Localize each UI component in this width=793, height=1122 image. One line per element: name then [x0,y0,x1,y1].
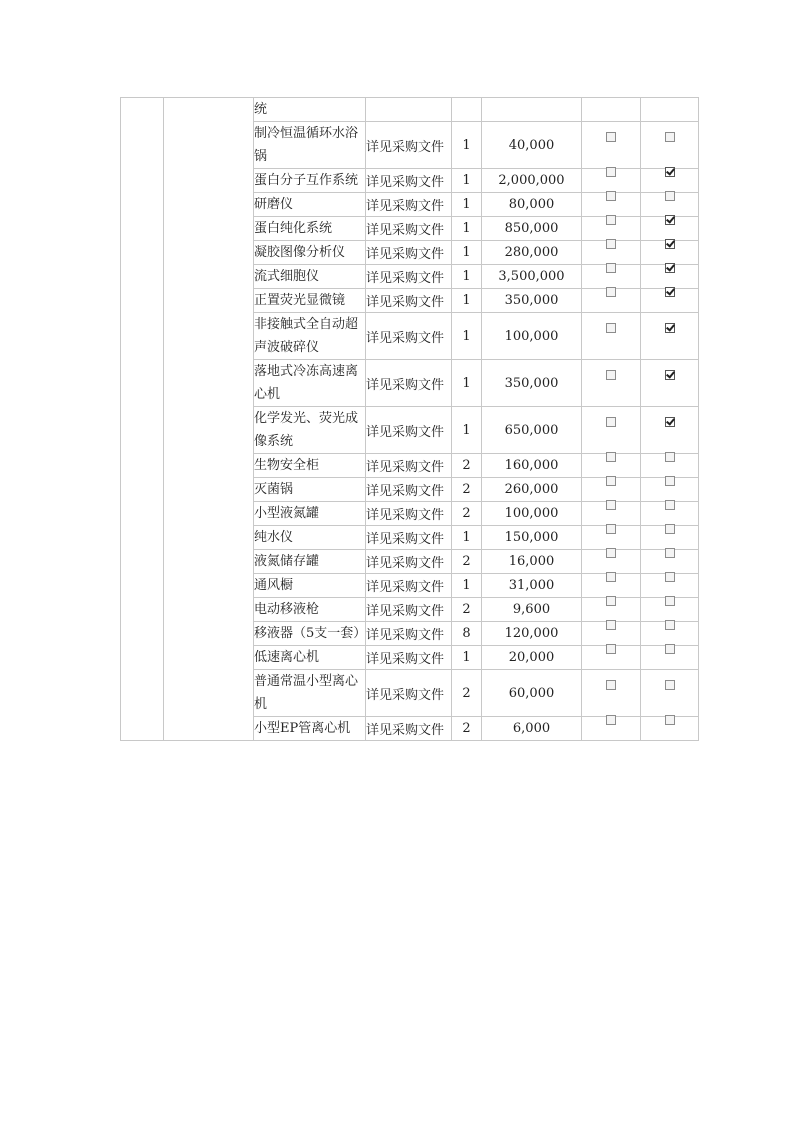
option-a-checkbox-icon[interactable] [606,524,616,534]
option-b-checkbox-icon[interactable] [665,452,675,462]
quantity-cell: 1 [452,193,482,217]
checkbox-cell [582,360,641,407]
option-a-checkbox-icon[interactable] [606,644,616,654]
item-name-cell: 蛋白纯化系统 [254,217,366,241]
checkbox-cell [582,646,641,670]
quantity-cell: 2 [452,550,482,574]
quantity-cell: 1 [452,407,482,454]
item-name-cell: 蛋白分子互作系统 [254,169,366,193]
checkbox-cell [641,598,699,622]
price-cell: 3,500,000 [482,265,582,289]
item-name-cell: 制冷恒温循环水浴锅 [254,122,366,169]
price-cell: 60,000 [482,670,582,717]
spec-cell: 详见采购文件 [366,193,452,217]
quantity-cell: 2 [452,454,482,478]
table-body [121,98,699,741]
option-b-checkbox-icon[interactable] [665,596,675,606]
option-b-checkbox-icon[interactable] [665,620,675,630]
item-name-cell: 正置荧光显微镜 [254,289,366,313]
option-a-checkbox-icon[interactable] [606,132,616,142]
option-a-checkbox-icon[interactable] [606,215,616,225]
quantity-cell: 2 [452,670,482,717]
checkbox-cell [582,670,641,717]
price-cell: 650,000 [482,407,582,454]
spec-cell: 详见采购文件 [366,622,452,646]
price-cell: 31,000 [482,574,582,598]
price-cell: 150,000 [482,526,582,550]
item-name-cell: 液氮储存罐 [254,550,366,574]
checkbox-cell [582,502,641,526]
item-name-cell: 统 [254,98,366,122]
table-row [121,98,699,122]
price-cell: 2,000,000 [482,169,582,193]
checkbox-cell [582,241,641,265]
price-cell: 120,000 [482,622,582,646]
option-b-checkbox-icon[interactable] [665,644,675,654]
checkbox-cell [582,622,641,646]
spec-cell: 详见采购文件 [366,169,452,193]
option-a-checkbox-icon[interactable] [606,476,616,486]
quantity-cell: 1 [452,574,482,598]
checkbox-cell [582,574,641,598]
quantity-cell: 2 [452,717,482,741]
quantity-cell: 1 [452,360,482,407]
option-a-checkbox-icon[interactable] [606,548,616,558]
quantity-cell: 1 [452,646,482,670]
spec-cell: 详见采购文件 [366,122,452,169]
quantity-cell: 2 [452,478,482,502]
price-cell: 40,000 [482,122,582,169]
spec-cell: 详见采购文件 [366,289,452,313]
checkbox-cell [641,265,699,289]
spec-cell: 详见采购文件 [366,502,452,526]
option-b-checkbox-icon[interactable] [665,500,675,510]
spec-cell: 详见采购文件 [366,670,452,717]
option-b-checkbox-icon[interactable] [665,370,675,380]
checkbox-cell [641,454,699,478]
quantity-cell: 8 [452,622,482,646]
quantity-cell: 1 [452,169,482,193]
merged-col-a [121,98,164,741]
checkbox-cell [582,122,641,169]
checkbox-cell [641,360,699,407]
price-cell: 100,000 [482,313,582,360]
option-b-checkbox-icon[interactable] [665,548,675,558]
option-b-checkbox-icon[interactable] [665,417,675,427]
checkbox-cell [641,193,699,217]
procurement-table [120,97,699,741]
option-a-checkbox-icon[interactable] [606,191,616,201]
option-a-checkbox-icon[interactable] [606,620,616,630]
quantity-cell: 2 [452,502,482,526]
checkbox-cell [582,550,641,574]
checkbox-cell [582,98,641,122]
spec-cell: 详见采购文件 [366,407,452,454]
checkbox-cell [582,169,641,193]
checkbox-cell [641,217,699,241]
checkbox-cell [641,313,699,360]
checkbox-cell [641,717,699,741]
quantity-cell: 1 [452,289,482,313]
checkbox-cell [641,241,699,265]
checkbox-cell [641,98,699,122]
quantity-cell: 1 [452,217,482,241]
checkbox-cell [641,478,699,502]
option-a-checkbox-icon[interactable] [606,715,616,725]
spec-cell: 详见采购文件 [366,598,452,622]
checkbox-cell [641,289,699,313]
quantity-cell: 1 [452,122,482,169]
price-cell: 6,000 [482,717,582,741]
option-a-checkbox-icon[interactable] [606,572,616,582]
option-a-checkbox-icon[interactable] [606,452,616,462]
spec-cell: 详见采购文件 [366,217,452,241]
item-name-cell: 化学发光、荧光成像系统 [254,407,366,454]
option-a-checkbox-icon[interactable] [606,500,616,510]
option-b-checkbox-icon[interactable] [665,167,675,177]
quantity-cell: 1 [452,526,482,550]
spec-cell: 详见采购文件 [366,265,452,289]
checkbox-cell [582,289,641,313]
quantity-cell: 1 [452,265,482,289]
spec-cell: 详见采购文件 [366,454,452,478]
checkbox-cell [582,217,641,241]
price-cell: 350,000 [482,289,582,313]
item-name-cell: 流式细胞仪 [254,265,366,289]
spec-cell: 详见采购文件 [366,360,452,407]
item-name-cell: 通风橱 [254,574,366,598]
checkbox-cell [641,574,699,598]
option-a-checkbox-icon[interactable] [606,239,616,249]
spec-cell: 详见采购文件 [366,646,452,670]
merged-col-b [164,98,254,741]
checkbox-cell [582,454,641,478]
spec-cell: 详见采购文件 [366,241,452,265]
option-b-checkbox-icon[interactable] [665,263,675,273]
price-cell: 850,000 [482,217,582,241]
option-a-checkbox-icon[interactable] [606,370,616,380]
checkbox-cell [641,646,699,670]
item-name-cell: 低速离心机 [254,646,366,670]
price-cell: 16,000 [482,550,582,574]
price-cell: 280,000 [482,241,582,265]
option-b-checkbox-icon[interactable] [665,524,675,534]
option-a-checkbox-icon[interactable] [606,596,616,606]
item-name-cell: 移液器（5支一套） [254,622,366,646]
item-name-cell: 纯水仪 [254,526,366,550]
price-cell: 20,000 [482,646,582,670]
option-b-checkbox-icon[interactable] [665,132,675,142]
item-name-cell: 研磨仪 [254,193,366,217]
spec-cell: 详见采购文件 [366,717,452,741]
checkbox-cell [641,622,699,646]
spec-cell: 详见采购文件 [366,313,452,360]
checkbox-cell [582,193,641,217]
checkbox-cell [582,313,641,360]
item-name-cell: 普通常温小型离心机 [254,670,366,717]
option-a-checkbox-icon[interactable] [606,417,616,427]
checkbox-cell [582,265,641,289]
checkbox-cell [582,598,641,622]
option-b-checkbox-icon[interactable] [665,323,675,333]
checkbox-cell [641,122,699,169]
option-a-checkbox-icon[interactable] [606,263,616,273]
option-b-checkbox-icon[interactable] [665,476,675,486]
spec-cell: 详见采购文件 [366,550,452,574]
price-cell: 9,600 [482,598,582,622]
item-name-cell: 小型液氮罐 [254,502,366,526]
option-a-checkbox-icon[interactable] [606,167,616,177]
checkbox-cell [641,670,699,717]
item-name-cell: 生物安全柜 [254,454,366,478]
quantity-cell: 1 [452,313,482,360]
checkbox-cell [582,526,641,550]
checkbox-cell [641,169,699,193]
quantity-cell: 1 [452,241,482,265]
option-b-checkbox-icon[interactable] [665,715,675,725]
option-b-checkbox-icon[interactable] [665,191,675,201]
checkbox-cell [641,502,699,526]
checkbox-cell [641,407,699,454]
item-name-cell: 小型EP管离心机 [254,717,366,741]
item-name-cell: 灭菌锅 [254,478,366,502]
spec-cell: 详见采购文件 [366,478,452,502]
option-b-checkbox-icon[interactable] [665,239,675,249]
option-b-checkbox-icon[interactable] [665,572,675,582]
checkbox-cell [582,478,641,502]
option-b-checkbox-icon[interactable] [665,287,675,297]
checkbox-cell [641,550,699,574]
spec-cell: 详见采购文件 [366,574,452,598]
option-b-checkbox-icon[interactable] [665,680,675,690]
quantity-cell: 2 [452,598,482,622]
option-b-checkbox-icon[interactable] [665,215,675,225]
quantity-cell [452,98,482,122]
price-cell: 260,000 [482,478,582,502]
price-cell: 100,000 [482,502,582,526]
price-cell: 160,000 [482,454,582,478]
option-a-checkbox-icon[interactable] [606,323,616,333]
checkbox-cell [582,407,641,454]
item-name-cell: 落地式冷冻高速离心机 [254,360,366,407]
price-cell: 80,000 [482,193,582,217]
checkbox-cell [582,717,641,741]
price-cell [482,98,582,122]
option-a-checkbox-icon[interactable] [606,680,616,690]
item-name-cell: 电动移液枪 [254,598,366,622]
spec-cell: 详见采购文件 [366,526,452,550]
item-name-cell: 非接触式全自动超声波破碎仪 [254,313,366,360]
price-cell: 350,000 [482,360,582,407]
checkbox-cell [641,526,699,550]
spec-cell [366,98,452,122]
option-a-checkbox-icon[interactable] [606,287,616,297]
item-name-cell: 凝胶图像分析仪 [254,241,366,265]
